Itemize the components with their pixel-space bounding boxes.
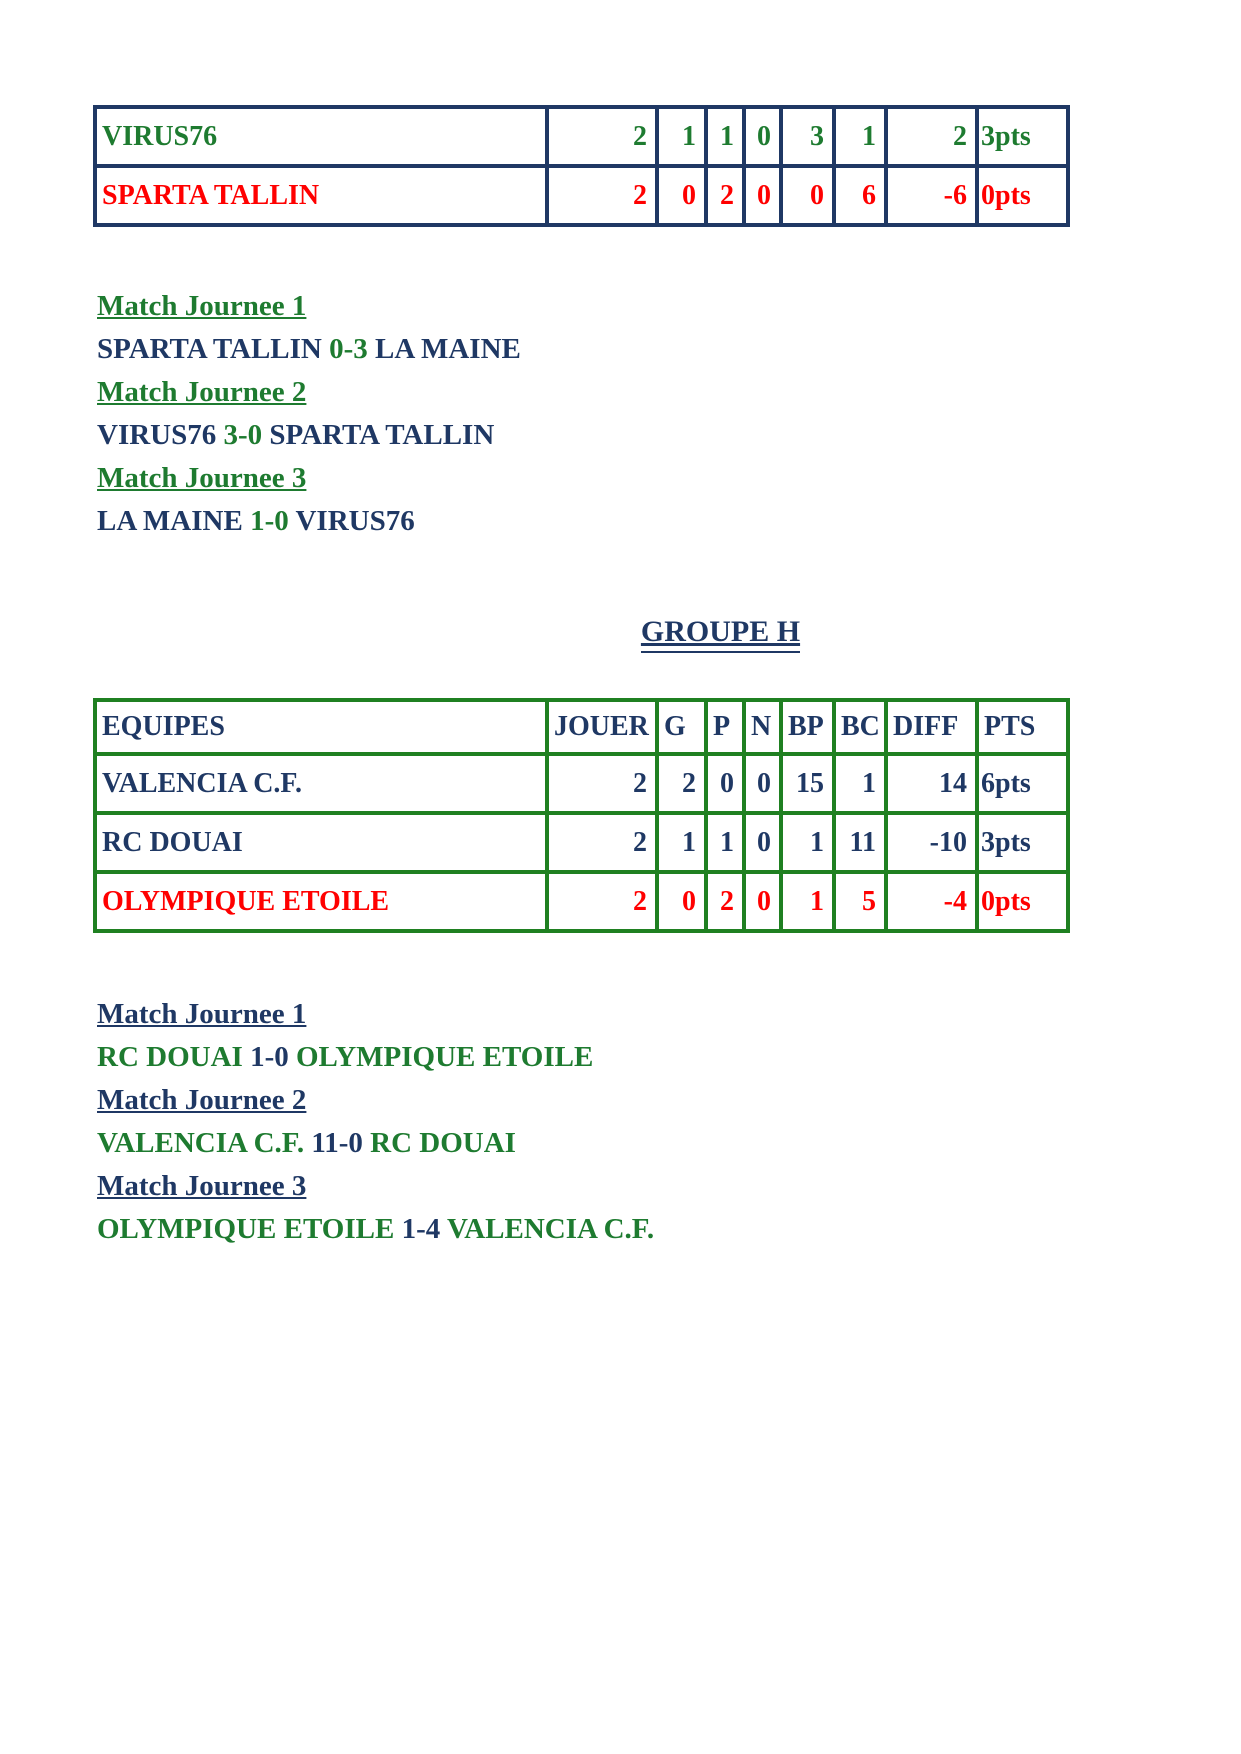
bc-cell: 1 [834, 107, 886, 166]
team-name-cell: VIRUS76 [95, 107, 547, 166]
match-results-section-top [97, 285, 1241, 543]
group-title: GROUPE H [641, 615, 800, 653]
p-header: P [706, 700, 744, 754]
n-cell: 0 [744, 872, 781, 931]
away-team: SPARTA TALLIN [269, 419, 495, 451]
team-name-cell: RC DOUAI [95, 813, 547, 872]
standings-table-groupe-h [93, 698, 1070, 933]
match-result-line [97, 500, 1241, 543]
away-team: VALENCIA C.F. [447, 1213, 655, 1245]
n-cell: 0 [744, 107, 781, 166]
home-team: OLYMPIQUE ETOILE [97, 1213, 395, 1245]
team-name-cell: SPARTA TALLIN [95, 166, 547, 225]
match-journee-heading: Match Journee 1 [97, 998, 307, 1030]
g-cell: 2 [657, 754, 706, 813]
match-journee-heading: Match Journee 3 [97, 462, 307, 494]
p-cell: 2 [706, 872, 744, 931]
equipes-header: EQUIPES [95, 700, 547, 754]
pts-header: PTS [977, 700, 1068, 754]
match-score: 0-3 [329, 333, 368, 365]
diff-header: DIFF [886, 700, 977, 754]
bp-cell: 1 [781, 813, 834, 872]
p-cell: 0 [706, 754, 744, 813]
table-row [95, 872, 1068, 931]
home-team: VIRUS76 [97, 419, 217, 451]
home-team: RC DOUAI [97, 1041, 243, 1073]
table-header-row [95, 700, 1068, 754]
p-cell: 1 [706, 813, 744, 872]
p-cell: 2 [706, 166, 744, 225]
match-score: 1-0 [250, 505, 289, 537]
diff-cell: -4 [886, 872, 977, 931]
table-row [95, 107, 1068, 166]
pts-cell: 0pts [977, 872, 1068, 931]
n-header: N [744, 700, 781, 754]
bp-cell: 1 [781, 872, 834, 931]
diff-cell: 2 [886, 107, 977, 166]
jouer-cell: 2 [547, 813, 657, 872]
team-name-cell: OLYMPIQUE ETOILE [95, 872, 547, 931]
match-journee-heading: Match Journee 2 [97, 376, 307, 408]
jouer-cell: 2 [547, 107, 657, 166]
match-result-line [97, 414, 1241, 457]
g-cell: 0 [657, 166, 706, 225]
away-team: LA MAINE [375, 333, 521, 365]
pts-cell: 6pts [977, 754, 1068, 813]
match-journee-heading: Match Journee 1 [97, 290, 307, 322]
match-score: 1-0 [250, 1041, 289, 1073]
standings-table-top [93, 105, 1070, 227]
match-result-line [97, 1122, 1241, 1165]
bc-cell: 5 [834, 872, 886, 931]
bp-header: BP [781, 700, 834, 754]
diff-cell: -6 [886, 166, 977, 225]
pts-cell: 0pts [977, 166, 1068, 225]
pts-cell: 3pts [977, 107, 1068, 166]
match-result-line [97, 1036, 1241, 1079]
bp-cell: 15 [781, 754, 834, 813]
home-team: SPARTA TALLIN [97, 333, 322, 365]
match-result-line [97, 328, 1241, 371]
match-score: 1-4 [401, 1213, 441, 1245]
n-cell: 0 [744, 754, 781, 813]
match-result-line [97, 1208, 1241, 1251]
bp-cell: 0 [781, 166, 834, 225]
match-journee-heading: Match Journee 2 [97, 1084, 307, 1116]
table-row [95, 754, 1068, 813]
n-cell: 0 [744, 166, 781, 225]
away-team: VIRUS76 [295, 505, 415, 537]
p-cell: 1 [706, 107, 744, 166]
away-team: RC DOUAI [370, 1127, 516, 1159]
g-cell: 0 [657, 872, 706, 931]
match-journee-heading: Match Journee 3 [97, 1170, 307, 1202]
bc-cell: 6 [834, 166, 886, 225]
match-results-section-groupe-h [97, 993, 1241, 1251]
table-row [95, 813, 1068, 872]
bc-cell: 11 [834, 813, 886, 872]
g-header: G [657, 700, 706, 754]
match-score: 11-0 [311, 1127, 363, 1159]
n-cell: 0 [744, 813, 781, 872]
table-row [95, 166, 1068, 225]
bc-header: BC [834, 700, 886, 754]
pts-cell: 3pts [977, 813, 1068, 872]
g-cell: 1 [657, 813, 706, 872]
diff-cell: -10 [886, 813, 977, 872]
g-cell: 1 [657, 107, 706, 166]
home-team: VALENCIA C.F. [97, 1127, 305, 1159]
jouer-cell: 2 [547, 166, 657, 225]
away-team: OLYMPIQUE ETOILE [295, 1041, 594, 1073]
jouer-cell: 2 [547, 754, 657, 813]
team-name-cell: VALENCIA C.F. [95, 754, 547, 813]
diff-cell: 14 [886, 754, 977, 813]
jouer-cell: 2 [547, 872, 657, 931]
bc-cell: 1 [834, 754, 886, 813]
match-score: 3-0 [223, 419, 263, 451]
bp-cell: 3 [781, 107, 834, 166]
jouer-header: JOUER [547, 700, 657, 754]
group-heading-wrapper [0, 615, 1241, 653]
home-team: LA MAINE [97, 505, 243, 537]
